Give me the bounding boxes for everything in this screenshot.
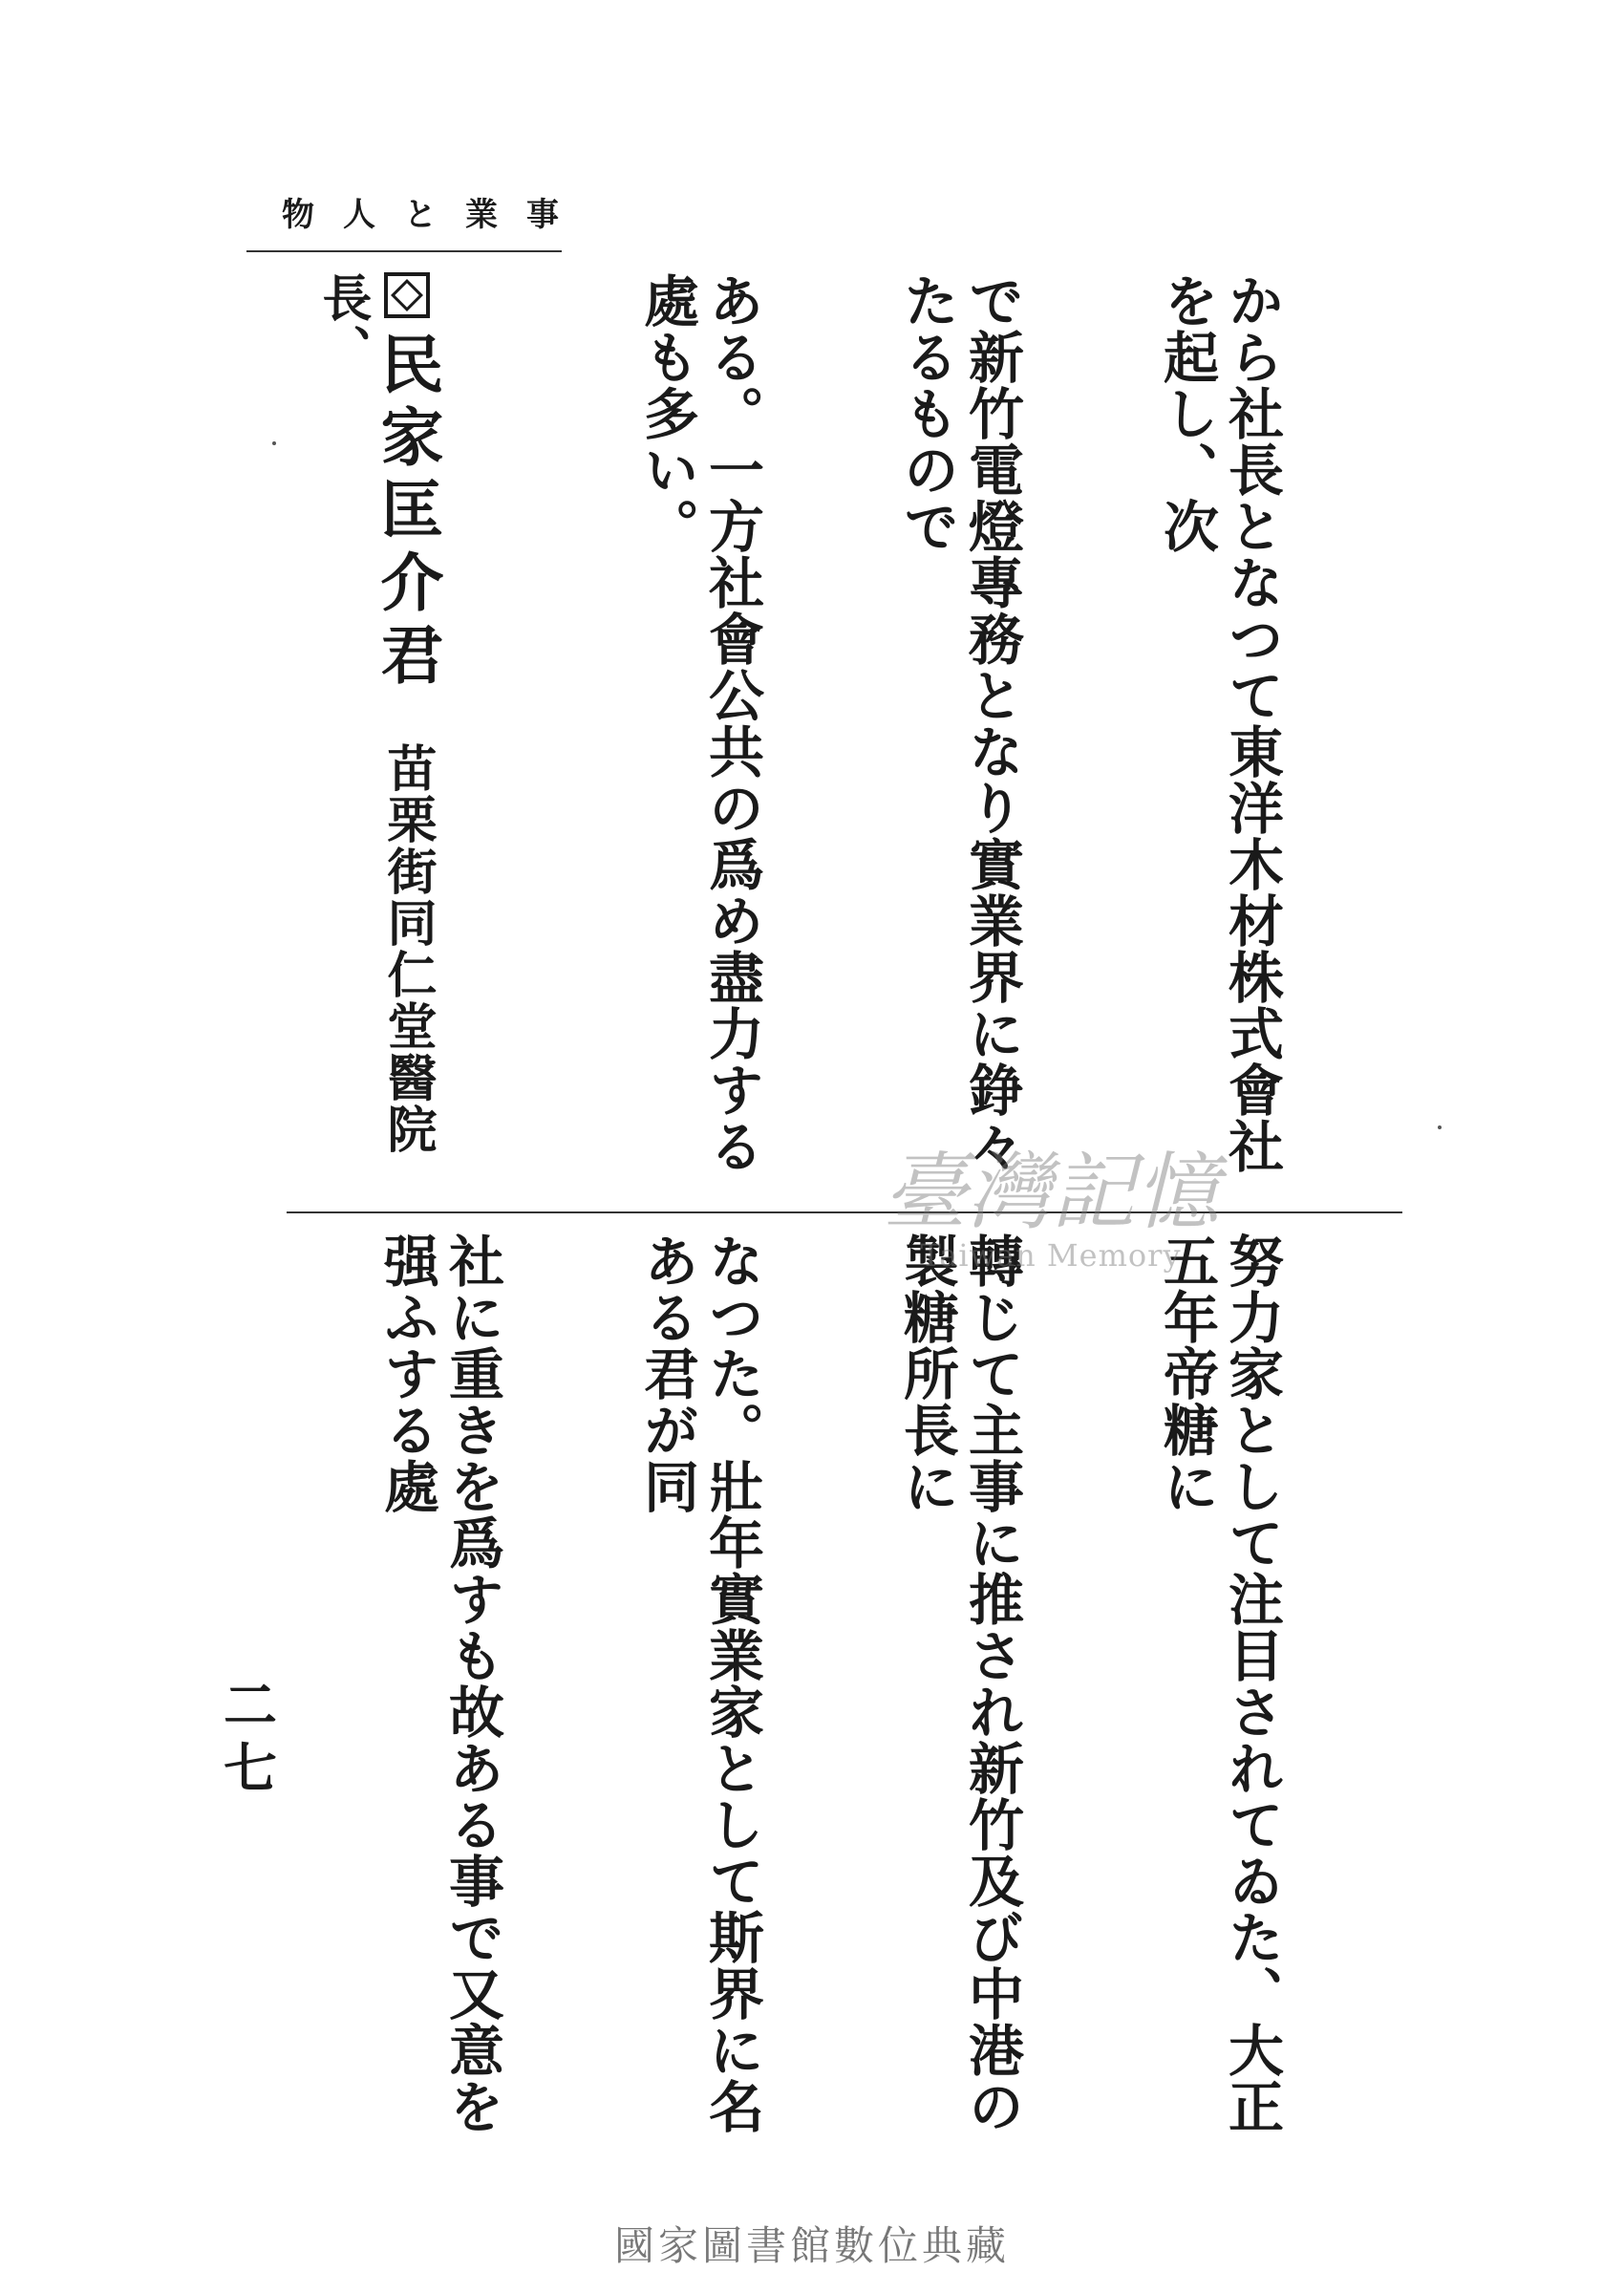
lower-text-block [287, 1232, 1414, 2150]
text-line: 努力家として注目されてゐた、大正五年帝糖に [1154, 1232, 1284, 2134]
text-line: 社に重きを爲すも故ある事で又意を强ふする處 [374, 1232, 504, 2134]
watermark-logo [822, 1143, 1280, 1280]
text-line: で新竹電燈專務となり實業界に錚々たるもので [894, 272, 1024, 1174]
page-number: 二七 [215, 1677, 278, 1803]
watermark-subtitle: Taiwan Memory [920, 1237, 1182, 1274]
running-head-char: 業 [465, 195, 498, 234]
scan-speck [272, 441, 276, 445]
text-line: ある。一方社會公共の爲め盡力する處も多い。 [634, 272, 764, 1174]
header-rule [246, 250, 562, 252]
scan-speck [1438, 1125, 1442, 1129]
upper-text-block [287, 272, 1414, 1199]
text-line: なつた。壯年實業家として斯界に名ある君が同 [634, 1232, 764, 2134]
running-head-char: 人 [343, 195, 375, 234]
running-head [282, 189, 559, 233]
watermark-title: 臺灣記憶 [882, 1143, 1219, 1241]
entry-name: 民家匡介君 [370, 332, 444, 695]
text-line: から社長となつて東洋木材株式會社を起し、次 [1154, 272, 1284, 1174]
footer-credit: 國家圖書館數位典藏 [613, 2222, 1010, 2269]
diamond-box-icon [384, 272, 430, 318]
running-head-char: と [404, 195, 437, 234]
entry-role: 苗栗街同仁堂醫院長、 [313, 272, 437, 1155]
text-line: 轉じて主事に推され新竹及び中港の製糖所長に [894, 1232, 1024, 2134]
entry-heading [310, 272, 444, 1199]
running-head-char: 物 [282, 195, 314, 234]
running-head-char: 事 [526, 195, 559, 234]
